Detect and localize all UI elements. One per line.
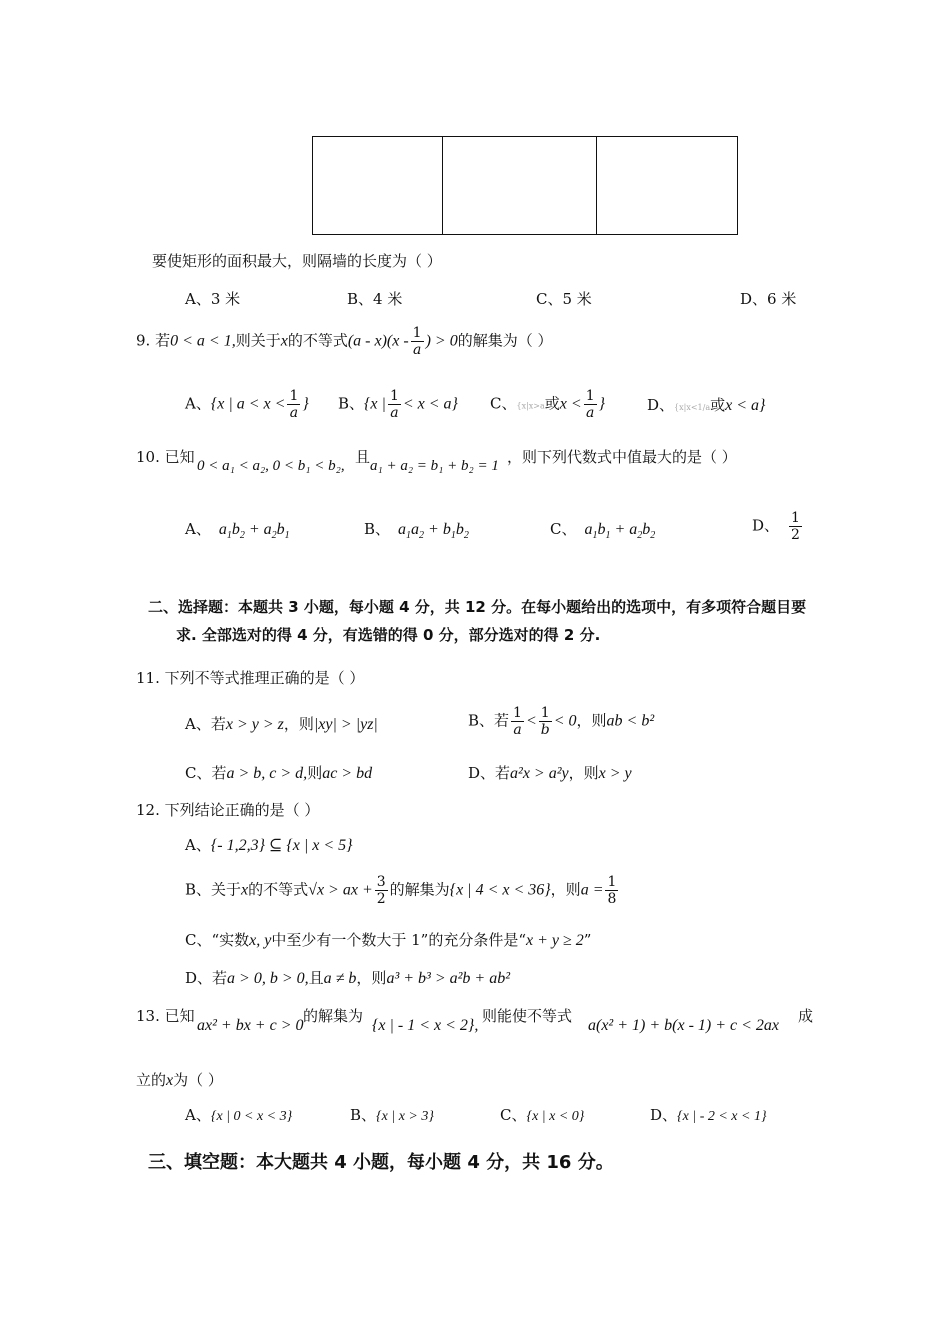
- section-2-line2: 求. 全部选对的得 4 分，有选错的得 0 分，部分选对的得 2 分.: [176, 626, 601, 644]
- q13-option-d: D、{x | - 2 < x < 1}: [650, 1106, 767, 1124]
- q13-mid: 的解集为: [303, 1007, 364, 1025]
- partition-wall: [442, 137, 443, 234]
- q11-option-d: D、若a²x > a²y，则x > y: [468, 764, 632, 782]
- q11-stem: 11. 下列不等式推理正确的是（ ）: [136, 669, 365, 687]
- q11-option-b: B、若 $\frac{1}{a}$ < $\frac{1}{b}$ < 0，则ab < b²: [468, 705, 655, 738]
- q9-option-b: B、{x | $\frac{1}{a}$ < x < a}: [338, 388, 458, 421]
- q9-option-a: A、{x | a < x < $\frac{1}{a}$ }: [185, 388, 309, 421]
- q9-option-d: D、{x|x<1/a或x < a}: [647, 396, 766, 414]
- q10-option-d: D、 $\frac{1}{2}$: [752, 510, 800, 543]
- q10-cond: 0 < a₁ < a₂, 0 < b₁ < b₂,: [197, 458, 345, 474]
- q10-option-b: B、 $a_1a_2 + b_1b_2$: [364, 520, 469, 542]
- q10-suffix: ，则下列代数式中值最大的是（ ）: [507, 448, 737, 466]
- q10-option-c: C、 $a_1b_1 + a_2b_2$: [550, 520, 656, 542]
- q12-stem: 12. 下列结论正确的是（ ）: [136, 801, 320, 819]
- q10-and: 且: [355, 448, 371, 466]
- fence-diagram: [312, 136, 738, 235]
- partition-wall: [596, 137, 597, 234]
- section-3-title: 三、填空题：本大题共 4 小题，每小题 4 分，共 16 分。: [148, 1152, 614, 1173]
- q12-option-a: A、{- 1,2,3} ⊆ {x | x < 5}: [185, 836, 353, 854]
- q8-option-d: D、6 米: [740, 290, 797, 308]
- q10-prefix: 10. 已知: [136, 448, 195, 466]
- q8-option-a: A、3 米: [185, 290, 241, 308]
- q11-option-c: C、若a > b, c > d,则ac > bd: [185, 764, 373, 782]
- q13-mid2: 则能使不等式: [482, 1007, 573, 1025]
- q13-line2: 立的x为（ ）: [136, 1071, 223, 1089]
- q8-stem: 要使矩形的面积最大，则隔墙的长度为（ ）: [152, 252, 442, 270]
- q12-option-b: B、关于x的不等式√x > ax + $\frac{3}{2}$ 的解集为{x | 4 < x < 36}，则a = $\frac{1}{8}$: [185, 874, 617, 907]
- q13-end: 成: [798, 1007, 814, 1025]
- q13-prefix: 13. 已知: [136, 1007, 195, 1025]
- q9-option-c: C、{x|x>a或x < $\frac{1}{a}$ }: [490, 388, 606, 421]
- q10-cond2: a₁ + a₂ = b₁ + b₂ = 1: [370, 458, 499, 474]
- section-2-line1: 二、选择题：本题共 3 小题，每小题 4 分，共 12 分。在每小题给出的选项中，有多项符合题目要: [148, 598, 807, 616]
- q11-option-a: A、若x > y > z，则|xy| > |yz|: [185, 715, 378, 733]
- q8-option-c: C、5 米: [536, 290, 592, 308]
- q13-option-b: B、{x | x > 3}: [350, 1106, 434, 1124]
- q12-option-d: D、若a > 0, b > 0,且a ≠ b，则a³ + b³ > a²b + ab²: [185, 969, 511, 987]
- q13-option-c: C、{x | x < 0}: [500, 1106, 585, 1124]
- q10-option-a: A、 $a_1b_2 + a_2b_1$: [185, 520, 290, 542]
- q8-option-b: B、4 米: [347, 290, 403, 308]
- q12-option-c: C、“实数x, y中至少有一个数大于 1”的充分条件是“x + y ≥ 2”: [185, 931, 592, 949]
- q13-option-a: A、{x | 0 < x < 3}: [185, 1106, 293, 1124]
- q13-ineq: a(x² + 1) + b(x - 1) + c < 2ax: [588, 1017, 780, 1034]
- q13-set: {x | - 1 < x < 2},: [372, 1017, 479, 1034]
- q9-stem: 9. 若0 < a < 1,则关于x的不等式(a - x)(x - $\frac{1}{a}$ ) > 0的解集为（ ）: [136, 325, 553, 358]
- q13-expr: ax² + bx + c > 0: [197, 1017, 304, 1034]
